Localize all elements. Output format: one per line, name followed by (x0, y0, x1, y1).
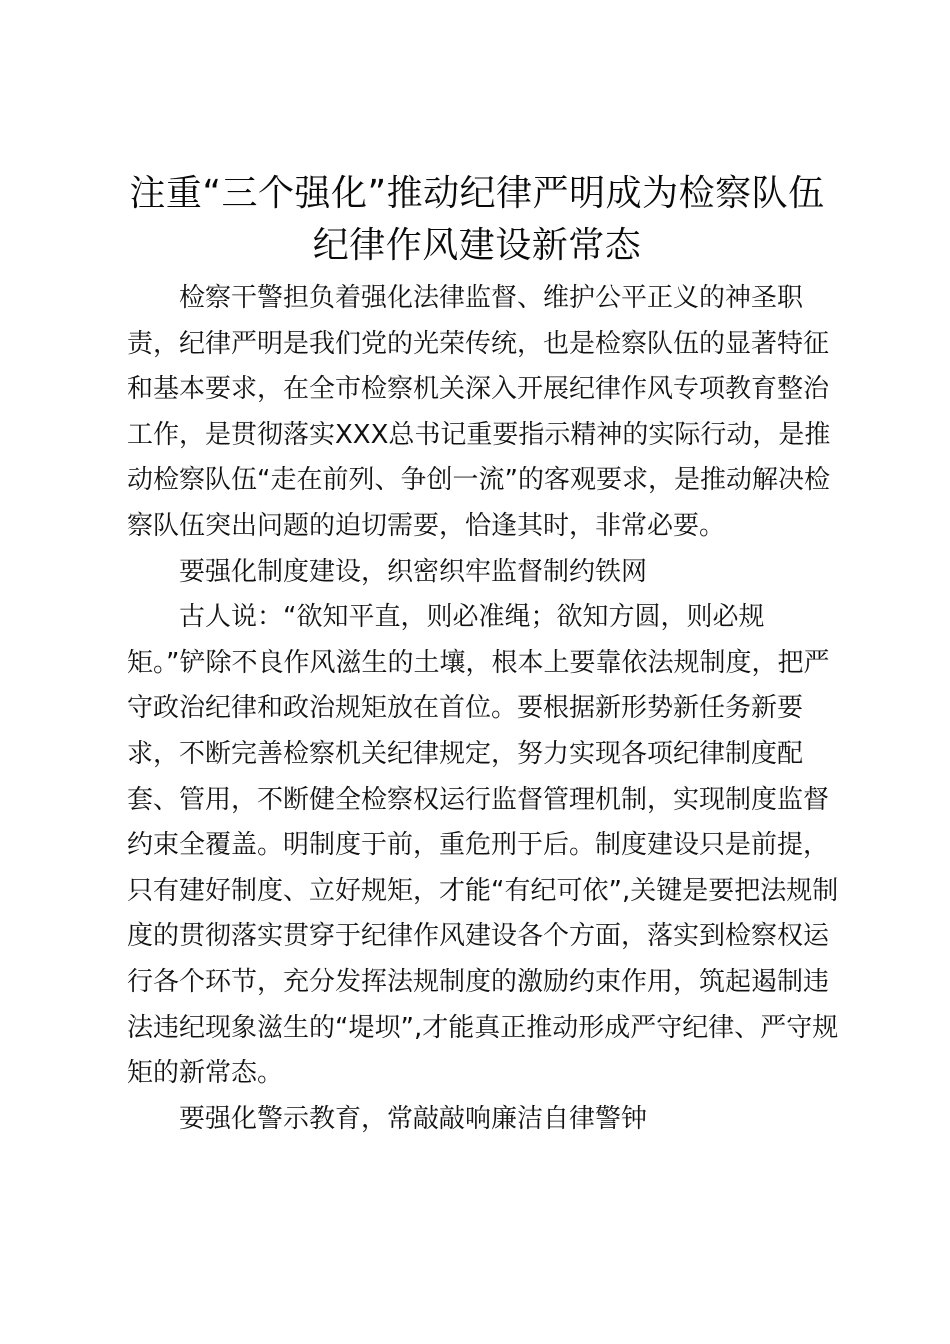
section-1-line: 行各个环节，充分发挥法规制度的激励约束作用，筑起遏制违 (127, 966, 830, 997)
intro-line: 检察干警担负着强化法律监督、维护公平正义的神圣职 (179, 283, 804, 313)
document-page (127, 168, 839, 1142)
document-title (127, 168, 827, 272)
section-1-line: 约束全覆盖。明制度于前，重危刑于后。制度建设只是前提， (127, 830, 830, 861)
intro-paragraph (127, 276, 831, 550)
section-1-line: 套、管用，不断健全检察权运行监督管理机制，实现制度监督 (127, 784, 830, 815)
section-1-line: 古人说：“欲知平直，则必准绳；欲知方圆，则必规 (179, 602, 765, 633)
section-1-line: 矩。”铲除不良作风滋生的土壤，根本上要靠依法规制度，把严 (127, 647, 830, 678)
section-heading-2: 要强化警示教育，常敲敲响廉洁自律警钟 (179, 1103, 648, 1134)
intro-line: 责，纪律严明是我们党的光荣传统，也是检察队伍的显著特征 (127, 328, 830, 359)
section-1-paragraph (127, 595, 839, 1097)
section-1-line: 法违纪现象滋生的“堤坝”,才能真正推动形成严守纪律、严守规 (127, 1012, 839, 1043)
intro-line: 察队伍突出问题的迫切需要，恰逢其时，非常必要。 (127, 510, 726, 541)
intro-line: 和基本要求，在全市检察机关深入开展纪律作风专项教育整治 (127, 374, 830, 405)
section-1-line: 守政治纪律和政治规矩放在首位。要根据新形势新任务新要 (127, 693, 804, 724)
title-line-2: 纪律作风建设新常态 (312, 225, 642, 266)
intro-line: 工作，是贯彻落实XXX总书记重要指示精神的实际行动，是推 (127, 419, 831, 450)
section-1-line: 只有建好制度、立好规矩，才能“有纪可依”,关键是要把法规制 (127, 875, 839, 906)
section-heading-1: 要强化制度建设，织密织牢监督制约铁网 (179, 556, 648, 587)
intro-line: 动检察队伍“走在前列、争创一流”的客观要求，是推动解决检 (127, 465, 830, 496)
section-1-line: 矩的新常态。 (127, 1058, 284, 1089)
title-line-1: 注重“三个强化”推动纪律严明成为检察队伍 (129, 173, 825, 214)
section-1-line: 求，不断完善检察机关纪律规定，努力实现各项纪律制度配 (127, 738, 804, 769)
section-1-line: 度的贯彻落实贯穿于纪律作风建设各个方面，落实到检察权运 (127, 921, 830, 952)
